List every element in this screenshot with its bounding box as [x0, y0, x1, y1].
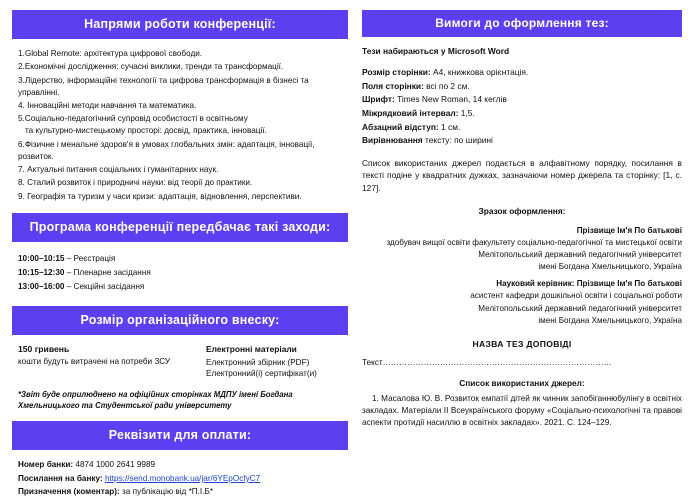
list-item	[18, 113, 346, 137]
schedule-row: 10:15–12:30 – Пленарне засідання	[18, 268, 151, 278]
list-item	[18, 139, 346, 163]
list-item	[18, 61, 346, 73]
spec-value: всі по 2 см.	[423, 80, 470, 91]
sample-author-affiliation: імені Богдана Хмельницького, Україна	[538, 262, 682, 272]
thesis-text-placeholder: Текст…………………………………………………………………………	[362, 357, 612, 367]
directions-list	[12, 48, 348, 203]
directions-item-text: 9. Географія та туризм у часи кризи: адаптація, відновлення, перспективи.	[18, 191, 302, 201]
spec-row	[362, 107, 682, 121]
references-rule: Список використаних джерел подається в алфавітному порядку, посилання в тексті подіне у квадратних дужках, зазначаючи номер джерела та сторінку: [1, с. 127].	[362, 157, 682, 194]
materials-item: Електронний збірник (PDF)	[206, 357, 310, 367]
spec-value: 1,5.	[458, 108, 475, 119]
list-item	[18, 164, 346, 176]
spec-value: А4, книжкова орієнтація.	[430, 67, 529, 78]
list-item	[18, 177, 346, 189]
directions-item-text: 1.Global Remote: архітектура цифрової свободи.	[18, 49, 203, 58]
editor-prefix: Тези набираються у	[362, 46, 448, 56]
payment-value: 4874 1000 2641 9989	[75, 460, 156, 470]
payment-row	[18, 458, 348, 472]
spec-value: 1 см.	[438, 121, 461, 132]
payment-row	[18, 472, 348, 486]
left-column	[12, 10, 348, 497]
directions-item-text: 6.Фізичне і менальне здоров'я в умовах глобальних змін: адаптація, інновації, розвиток.	[18, 139, 315, 161]
payment-value: за публікацію від *П.І.Б*	[122, 487, 214, 497]
directions-item-text: 2.Економічні дослідження: сучасні виклики, тренди та трансформації.	[18, 62, 284, 72]
sample-supervisor-name: Науковий керівник: Прізвище Ім'я По батькові	[496, 279, 682, 289]
materials-item: Електронний(і) сертифікат(и)	[206, 369, 317, 379]
schedule-item: Реєстрація	[73, 253, 116, 263]
list-item	[18, 75, 346, 99]
schedule-row: 10:00–10:15 – Реєстрація	[18, 253, 116, 263]
sample-supervisor-affiliation: імені Богдана Хмельницького, Україна	[538, 315, 682, 325]
spec-row	[362, 66, 682, 80]
sample-supervisor	[362, 278, 682, 327]
schedule-time: 10:00–10:15	[18, 253, 65, 263]
fee-banner: Розмір організаційного внеску:	[12, 306, 348, 335]
payment-label: Призначення (коментар):	[18, 487, 120, 497]
sample-supervisor-affiliation: Мелітопольський державний педагогічний університет	[478, 303, 682, 313]
directions-item-text: 3.Лідерство, інформаційні технології та цифрова трансформація в бізнесі та управлінні.	[18, 75, 309, 97]
report-note: *Звіт буде оприлюднено на офіційних сторінках МДПУ імені Богдана Хмельницького та Студентської ради університету	[18, 389, 293, 410]
payment-label: Посилання на банку:	[18, 473, 103, 483]
materials-title: Електронні матеріали	[206, 343, 297, 354]
fee-amount: 150 гривень	[18, 343, 70, 354]
thesis-title: НАЗВА ТЕЗ ДОПОВІДІ	[472, 338, 572, 349]
fee-section	[12, 344, 348, 380]
sample-block	[362, 225, 682, 327]
spec-row	[362, 134, 682, 148]
sample-title: Зразок оформлення:	[478, 205, 566, 216]
directions-item-subtext: та культурно-мистецькому просторі: досвід, практика, інновації.	[25, 126, 267, 136]
directions-item-text: 8. Сталий розвиток і природничі науки: від теорії до практики.	[18, 178, 253, 188]
format-specs	[362, 66, 682, 148]
materials-block	[206, 344, 346, 380]
schedule-list	[12, 252, 348, 295]
spec-row	[362, 93, 682, 107]
references-heading: Список використаних джерел:	[459, 377, 585, 388]
sample-author-name: Прізвище Ім'я По батькові	[576, 225, 682, 235]
schedule-item: Секційні засідання	[73, 282, 145, 292]
spec-label: Міжрядковий інтервал:	[362, 108, 459, 119]
right-column	[362, 10, 682, 488]
sample-author-affiliation: Мелітопольський державний педагогічний університет	[478, 249, 682, 259]
list-item	[18, 48, 346, 60]
spec-label: Поля сторінки:	[362, 80, 424, 91]
spec-label: Шрифт:	[362, 94, 395, 105]
payment-details	[12, 458, 348, 499]
fee-note: кошти будуть витрачені на потреби ЗСУ	[18, 356, 171, 366]
payment-row	[18, 485, 348, 499]
payment-banner: Реквізити для оплати:	[12, 421, 348, 450]
schedule-row: 13:00–16:00 – Секційні засідання	[18, 282, 145, 292]
directions-item-text: 7. Актуальні питання соціальних і гуманітарних наук.	[18, 165, 219, 175]
spec-row	[362, 80, 682, 94]
directions-item-text: 4. Інноваційні методи навчання та математика.	[18, 101, 197, 111]
schedule-item: Пленарне засідання	[73, 268, 151, 278]
fee-amount-block	[18, 344, 196, 380]
directions-item-text: 5.Соціально-педагогічний супровід особистості в освітньому	[18, 114, 248, 124]
editor-name: Microsoft Word	[447, 46, 510, 56]
schedule-time: 13:00–16:00	[18, 282, 65, 292]
spec-label: Абзацний відступ:	[362, 121, 439, 132]
list-item	[18, 100, 346, 112]
sample-supervisor-affiliation: асистент кафедри дошкільної освіти і соціальної роботи	[470, 291, 682, 301]
sample-author	[362, 225, 682, 274]
payment-label: Номер банки:	[18, 460, 74, 470]
references-body: 1. Масалова Ю. В. Розвиток емпатії дітей як чинник запобіганнюбулінгу в освітніх закладах. Матеріали ІІ Всеукраїнського форуму «Соціально-психологічні та правові аспекти протидії насиллю в освітніх закладах». 2021. С. 124–129.	[362, 393, 682, 428]
spec-value: Times New Roman, 14 кеглів	[394, 94, 507, 105]
monobank-link[interactable]: https://send.monobank.ua/jar/6YEpOcfyC7	[104, 473, 261, 483]
directions-banner: Напрями роботи конференції:	[12, 10, 348, 39]
editor-requirement	[362, 45, 682, 57]
program-banner: Програма конференції передбачає такі заходи:	[12, 213, 348, 242]
requirements-banner: Вимоги до оформлення тез:	[362, 10, 682, 37]
spec-label: Розмір сторінки:	[362, 67, 431, 78]
spec-row	[362, 121, 682, 135]
sample-author-affiliation: здобувач вищої освіти факультету соціально-педагогічної та мистецької освіти	[386, 237, 682, 247]
schedule-time: 10:15–12:30	[18, 268, 65, 278]
spec-label: Вирівнювання	[362, 135, 423, 146]
spec-value: тексту: по ширині	[422, 135, 493, 146]
list-item	[18, 191, 346, 203]
